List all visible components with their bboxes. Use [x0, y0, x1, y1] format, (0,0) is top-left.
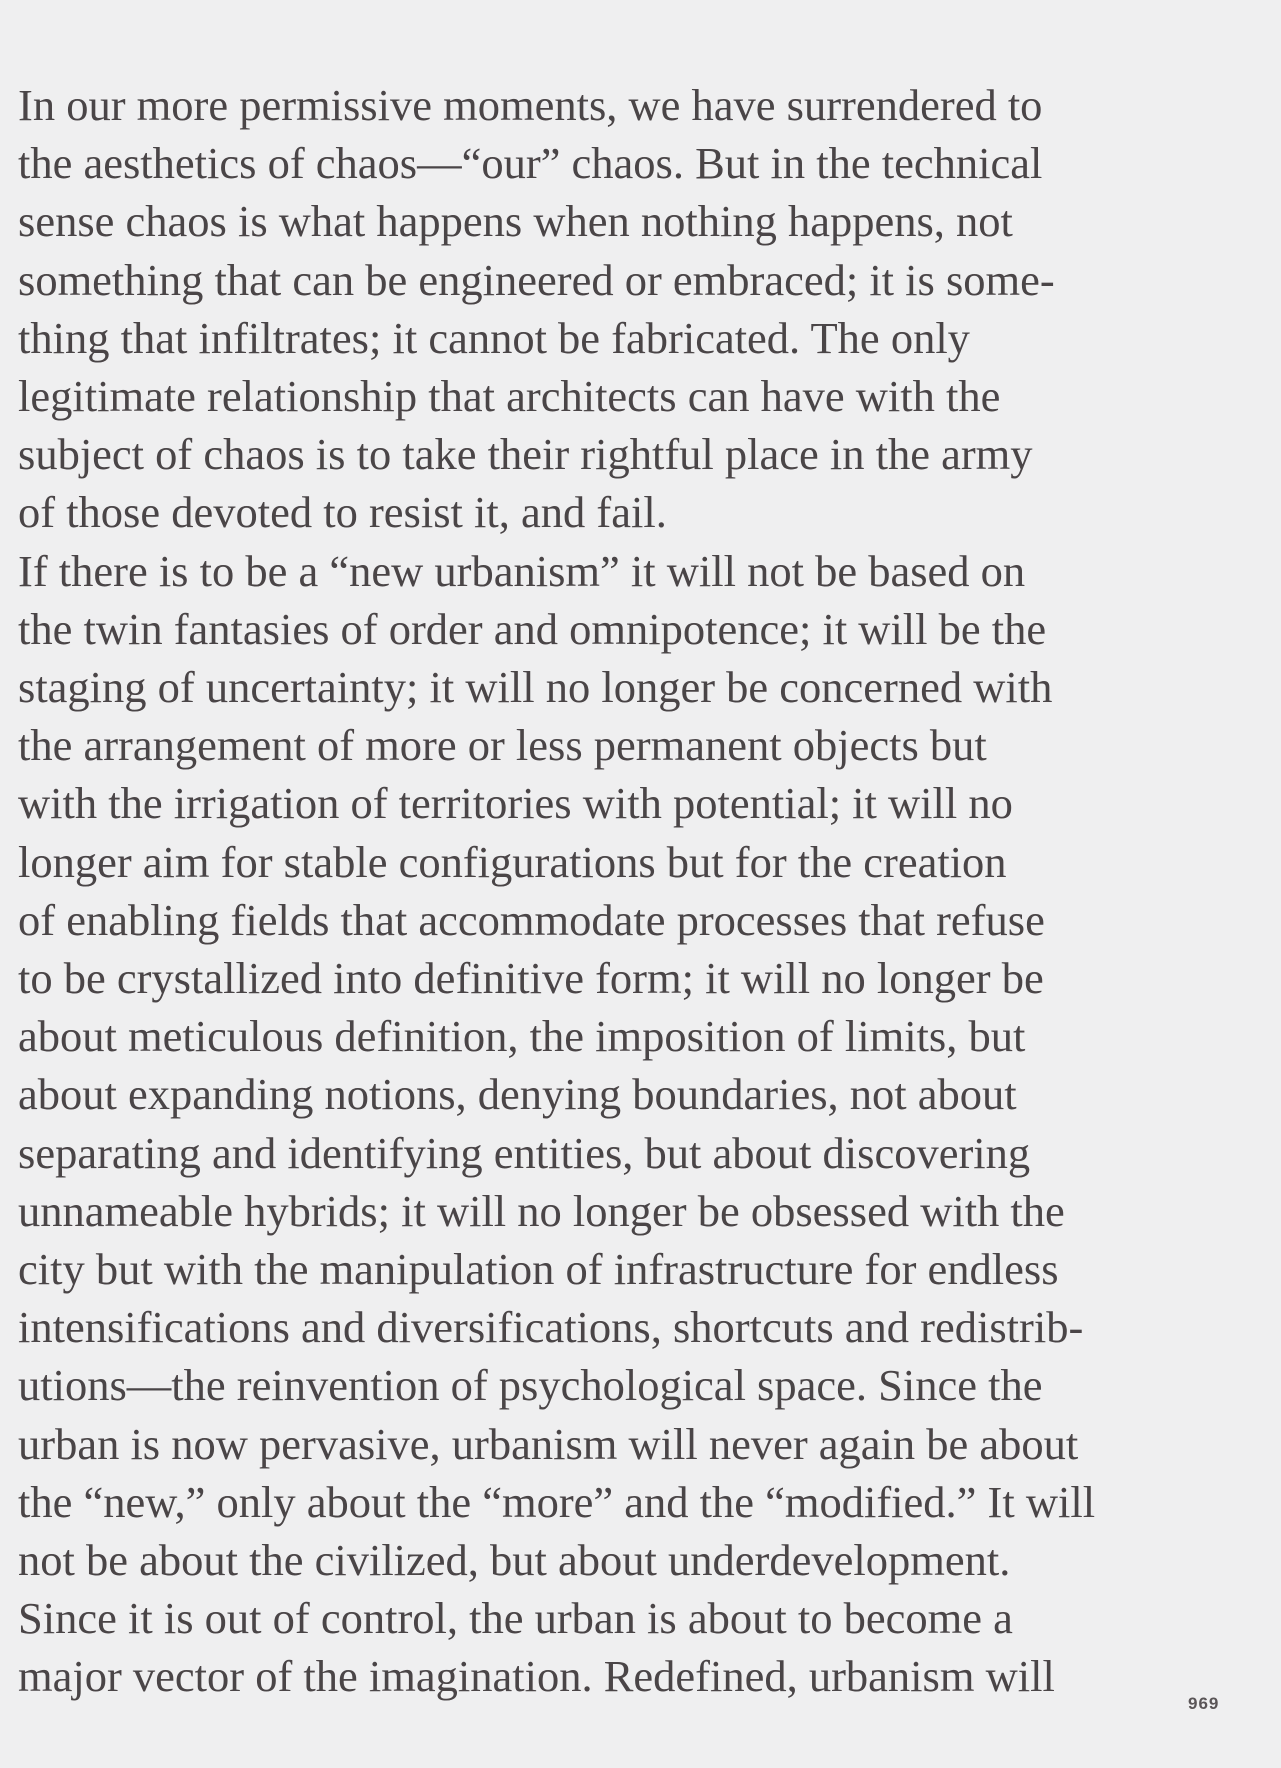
text-line: the aesthetics of chaos—“our” chaos. But in the technical — [18, 138, 1043, 189]
text-line: major vector of the imagination. Redefined, urbanism will — [18, 1651, 1055, 1702]
text-line: something that can be engineered or embraced; it is some- — [18, 254, 1055, 305]
text-line: the arrangement of more or less permanent objects but — [18, 720, 987, 771]
text-line: intensifications and diversifications, shortcuts and redistrib- — [18, 1302, 1084, 1353]
text-line: staging of uncertainty; it will no longer be concerned with — [18, 662, 1053, 713]
text-line: utions—the reinvention of psychological space. Since the — [18, 1360, 1043, 1411]
text-line: If there is to be a “new urbanism” it will not be based on — [18, 545, 1026, 596]
text-line: about expanding notions, denying boundaries, not about — [18, 1069, 1017, 1120]
text-line: with the irrigation of territories with potential; it will no — [18, 778, 1013, 829]
text-line: the twin fantasies of order and omnipotence; it will be the — [18, 603, 1047, 654]
page-number: 969 — [1188, 1694, 1220, 1713]
text-line: to be crystallized into definitive form; it will no longer be — [18, 953, 1044, 1004]
paragraph-chaos — [18, 76, 1268, 542]
text-line: unnameable hybrids; it will no longer be obsessed with the — [18, 1185, 1065, 1236]
text-line: the “new,” only about the “more” and the “modified.” It will — [18, 1476, 1096, 1527]
text-line: not be about the civilized, but about underdevelopment. — [18, 1535, 1011, 1586]
paragraph-new-urbanism — [18, 542, 1268, 1706]
text-line: of those devoted to resist it, and fail. — [18, 487, 667, 538]
text-line: subject of chaos is to take their rightful place in the army — [18, 429, 1033, 480]
text-line: longer aim for stable configurations but for the creation — [18, 836, 1007, 887]
text-line: thing that infiltrates; it cannot be fabricated. The only — [18, 312, 970, 363]
text-line: legitimate relationship that architects can have with the — [18, 371, 1001, 422]
text-line: about meticulous definition, the imposition of limits, but — [18, 1011, 1026, 1062]
text-line: urban is now pervasive, urbanism will never again be about — [18, 1418, 1079, 1469]
text-line: separating and identifying entities, but about discovering — [18, 1127, 1031, 1178]
text-line: Since it is out of control, the urban is about to become a — [18, 1593, 1013, 1644]
text-line: city but with the manipulation of infrastructure for endless — [18, 1244, 1059, 1295]
text-line: of enabling fields that accommodate processes that refuse — [18, 894, 1045, 945]
text-line: In our more permissive moments, we have surrendered to — [18, 80, 1043, 130]
body-text — [18, 76, 1268, 1706]
text-line: sense chaos is what happens when nothing happens, not — [18, 196, 1013, 247]
